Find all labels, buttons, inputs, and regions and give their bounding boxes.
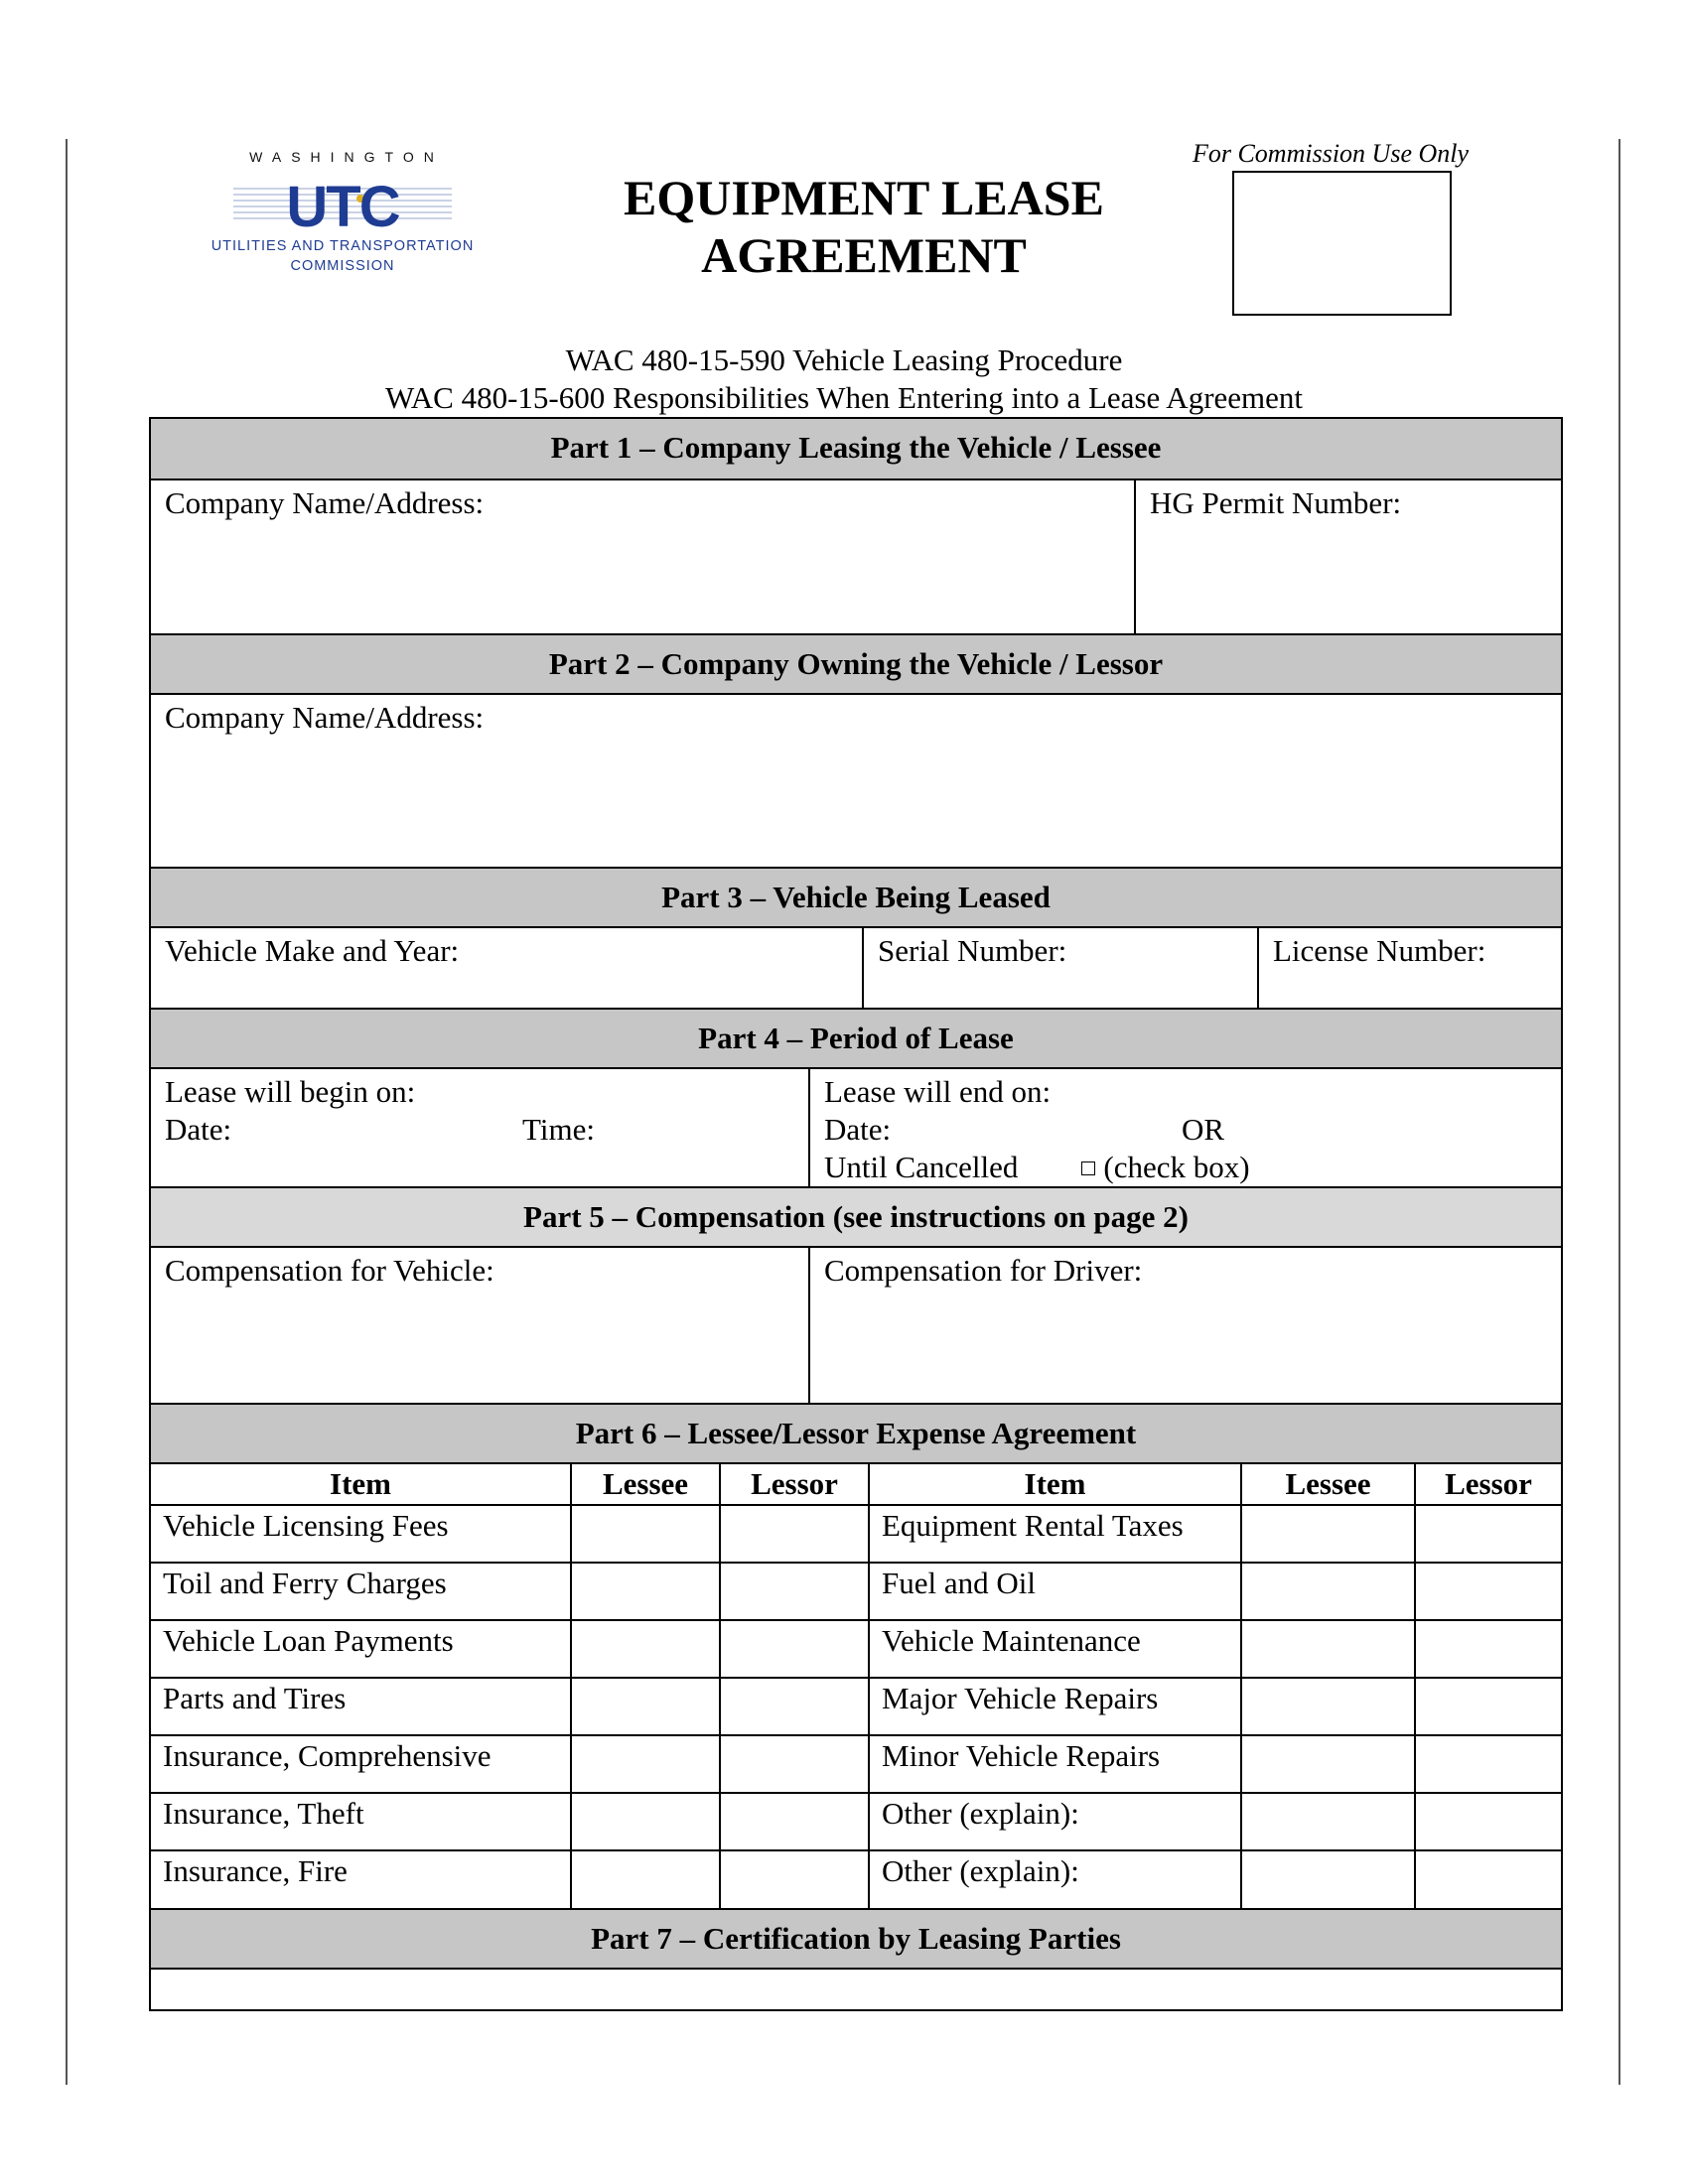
vehicle-make-year-field[interactable] xyxy=(151,928,864,1008)
expense-item-left: Vehicle Loan Payments xyxy=(151,1620,571,1678)
logo-wordmark: UTC xyxy=(286,175,399,239)
part1-heading: Part 1 – Company Leasing the Vehicle / Lessee xyxy=(151,419,1561,480)
table-row xyxy=(151,1793,1561,1850)
lessor-cell-right[interactable] xyxy=(1415,1505,1561,1563)
vehicle-make-year-label: Vehicle Make and Year: xyxy=(165,933,460,968)
expense-item-left: Insurance, Fire xyxy=(151,1850,571,1908)
lessee-cell-left[interactable] xyxy=(571,1678,720,1735)
lessee-cell-right[interactable] xyxy=(1241,1678,1415,1735)
driver-compensation-label: Compensation for Driver: xyxy=(824,1253,1143,1288)
col-lessor-left: Lessor xyxy=(720,1464,869,1505)
lessor-cell-left[interactable] xyxy=(720,1735,869,1793)
lessor-cell-right[interactable] xyxy=(1415,1735,1561,1793)
part6-heading: Part 6 – Lessee/Lessor Expense Agreement xyxy=(151,1403,1561,1464)
expense-item-right: Major Vehicle Repairs xyxy=(869,1678,1241,1735)
title-line2: AGREEMENT xyxy=(701,227,1027,283)
logo-top-text: WASHINGTON xyxy=(249,149,444,165)
table-row xyxy=(151,1678,1561,1735)
expense-header-row xyxy=(151,1464,1561,1505)
lessor-cell-left[interactable] xyxy=(720,1678,869,1735)
begin-time-label: Time: xyxy=(522,1112,595,1147)
lessee-cell-right[interactable] xyxy=(1241,1793,1415,1850)
expense-item-left: Insurance, Comprehensive xyxy=(151,1735,571,1793)
or-label: OR xyxy=(1182,1112,1225,1147)
vehicle-compensation-field[interactable] xyxy=(151,1248,810,1403)
lessor-cell-left[interactable] xyxy=(720,1850,869,1908)
col-item-left: Item xyxy=(151,1464,571,1505)
wac-reference-1: WAC 480-15-590 Vehicle Leasing Procedure xyxy=(565,342,1123,377)
expense-item-left: Parts and Tires xyxy=(151,1678,571,1735)
lessor-company-field[interactable] xyxy=(151,695,1561,867)
expense-table xyxy=(151,1464,1561,1908)
lessee-cell-right[interactable] xyxy=(1241,1563,1415,1620)
table-row xyxy=(151,1563,1561,1620)
part2-heading: Part 2 – Company Owning the Vehicle / Lessor xyxy=(151,633,1561,695)
lease-end-field[interactable] xyxy=(810,1069,1561,1186)
part5-heading: Part 5 – Compensation (see instructions on page 2) xyxy=(151,1186,1561,1248)
lessee-cell-right[interactable] xyxy=(1241,1850,1415,1908)
lessor-cell-left[interactable] xyxy=(720,1620,869,1678)
col-item-right: Item xyxy=(869,1464,1241,1505)
expense-item-right: Equipment Rental Taxes xyxy=(869,1505,1241,1563)
lessor-cell-right[interactable] xyxy=(1415,1678,1561,1735)
lease-end-date-row xyxy=(824,1111,1547,1149)
commission-use-label: For Commission Use Only xyxy=(1192,139,1470,168)
part4-row xyxy=(151,1069,1561,1186)
until-cancelled-checkbox[interactable] xyxy=(1081,1161,1095,1175)
table-row xyxy=(151,1505,1561,1563)
lessor-company-label: Company Name/Address: xyxy=(165,700,485,735)
driver-compensation-field[interactable] xyxy=(810,1248,1561,1403)
lessee-cell-left[interactable] xyxy=(571,1563,720,1620)
expense-item-left: Vehicle Licensing Fees xyxy=(151,1505,571,1563)
license-number-label: License Number: xyxy=(1273,933,1486,968)
part4-heading: Part 4 – Period of Lease xyxy=(151,1008,1561,1069)
vehicle-compensation-label: Compensation for Vehicle: xyxy=(165,1253,494,1288)
lessee-cell-right[interactable] xyxy=(1241,1620,1415,1678)
lessee-company-field[interactable] xyxy=(151,480,1136,633)
expense-item-right: Other (explain): xyxy=(869,1793,1241,1850)
right-margin-line xyxy=(1618,139,1620,2085)
title-line1: EQUIPMENT LEASE xyxy=(624,170,1104,225)
expense-item-right: Fuel and Oil xyxy=(869,1563,1241,1620)
license-number-field[interactable] xyxy=(1259,928,1561,1008)
lessee-cell-left[interactable] xyxy=(571,1735,720,1793)
lessee-cell-left[interactable] xyxy=(571,1793,720,1850)
serial-number-label: Serial Number: xyxy=(878,933,1067,968)
part2-row xyxy=(151,695,1561,867)
part3-row xyxy=(151,928,1561,1008)
begin-date-label: Date: xyxy=(165,1112,232,1147)
hg-permit-field[interactable] xyxy=(1136,480,1561,633)
wac-reference-2: WAC 480-15-600 Responsibilities When Entering into a Lease Agreement xyxy=(384,380,1304,415)
logo-mark xyxy=(194,169,492,239)
lessee-company-label: Company Name/Address: xyxy=(165,485,485,520)
lessee-cell-right[interactable] xyxy=(1241,1735,1415,1793)
document-title xyxy=(566,169,1162,284)
lessor-cell-right[interactable] xyxy=(1415,1620,1561,1678)
expense-item-right: Minor Vehicle Repairs xyxy=(869,1735,1241,1793)
commission-use-box[interactable] xyxy=(1232,171,1452,316)
lease-form xyxy=(149,417,1563,2011)
expense-item-left: Toil and Ferry Charges xyxy=(151,1563,571,1620)
hg-permit-label: HG Permit Number: xyxy=(1150,485,1402,520)
col-lessee-right: Lessee xyxy=(1241,1464,1415,1505)
check-box-label: (check box) xyxy=(1103,1150,1250,1184)
lessor-cell-right[interactable] xyxy=(1415,1850,1561,1908)
lessee-cell-left[interactable] xyxy=(571,1850,720,1908)
lessor-cell-right[interactable] xyxy=(1415,1793,1561,1850)
lessee-cell-right[interactable] xyxy=(1241,1505,1415,1563)
lease-begin-field[interactable] xyxy=(151,1069,810,1186)
lessor-cell-left[interactable] xyxy=(720,1793,869,1850)
lease-begin-datetime xyxy=(165,1111,794,1149)
logo-line2: COMMISSION xyxy=(290,258,395,274)
col-lessee-left: Lessee xyxy=(571,1464,720,1505)
serial-number-field[interactable] xyxy=(864,928,1259,1008)
table-row xyxy=(151,1735,1561,1793)
until-cancelled-label: Until Cancelled xyxy=(824,1150,1019,1184)
lessee-cell-left[interactable] xyxy=(571,1505,720,1563)
part1-row xyxy=(151,480,1561,633)
lessor-cell-left[interactable] xyxy=(720,1505,869,1563)
logo-line1: UTILITIES AND TRANSPORTATION xyxy=(211,238,475,254)
left-margin-line xyxy=(66,139,68,2085)
part5-row xyxy=(151,1248,1561,1403)
until-cancelled-row xyxy=(824,1149,1547,1186)
expense-item-right: Vehicle Maintenance xyxy=(869,1620,1241,1678)
part7-heading: Part 7 – Certification by Leasing Parties xyxy=(151,1908,1561,1970)
end-date-label: Date: xyxy=(824,1112,892,1147)
lessor-cell-left[interactable] xyxy=(720,1563,869,1620)
lessee-cell-left[interactable] xyxy=(571,1620,720,1678)
table-row xyxy=(151,1620,1561,1678)
part3-heading: Part 3 – Vehicle Being Leased xyxy=(151,867,1561,928)
table-row xyxy=(151,1850,1561,1908)
expense-item-left: Insurance, Theft xyxy=(151,1793,571,1850)
lease-end-label: Lease will end on: xyxy=(824,1074,1052,1109)
certification-field[interactable] xyxy=(151,1970,1561,2009)
col-lessor-right: Lessor xyxy=(1415,1464,1561,1505)
utc-logo xyxy=(194,149,492,288)
lessor-cell-right[interactable] xyxy=(1415,1563,1561,1620)
expense-rows xyxy=(151,1505,1561,1908)
expense-item-right: Other (explain): xyxy=(869,1850,1241,1908)
lease-begin-label: Lease will begin on: xyxy=(165,1074,416,1109)
part7-row xyxy=(151,1970,1561,2009)
